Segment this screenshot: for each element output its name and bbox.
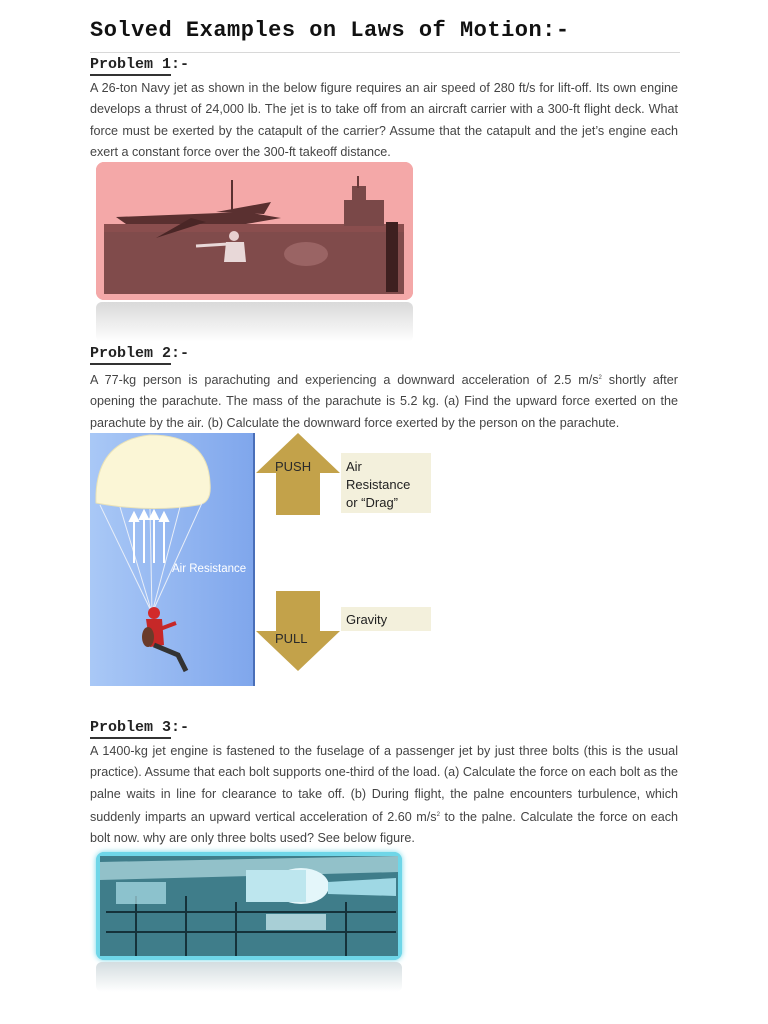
problem-3-heading-suffix: :-: [171, 719, 190, 736]
carrier-jet-illustration: [96, 162, 413, 300]
problem-2-heading-suffix: :-: [171, 345, 190, 362]
problem-2-text-part-a: A 77-kg person is parachuting and experiencing a downward acceleration of 2.5 m/s: [90, 373, 599, 388]
gravity-label: Gravity: [346, 612, 388, 627]
push-label: PUSH: [275, 459, 312, 474]
problem-2-heading: [90, 345, 189, 362]
figure-2-parachute-diagram: [90, 433, 440, 688]
problem-2-text-part-b: shortly after opening the parachute. The mass of the parachute is 5.2 kg. (a) Find the upward force exerted on the parachute by the air. (b) Calculate the downward force exerted by the person on the parachute.: [90, 373, 678, 430]
figure-1-carrier-jet-photo: [96, 162, 413, 300]
jet-engine-illustration: [96, 852, 402, 960]
page-title: Solved Examples on Laws of Motion:-: [90, 18, 570, 43]
problem-1-text: A 26-ton Navy jet as shown in the below figure requires an air speed of 280 ft/s for lift-off. Its own engine develops a thrust of 24,000 lb. The jet is to take off from an aircraft carrier with a 300-ft flight deck. What force must be exerted by the catapult of the carrier? Assume that the catapult and the jet’s engine each exert a constant force over the 300-ft takeoff distance.: [90, 81, 678, 159]
figure-3-jet-engine-photo: [96, 852, 402, 960]
problem-2-text: [90, 368, 678, 434]
drag-label-line-1: Air: [346, 459, 362, 474]
problem-3-heading-label: Problem 3: [90, 719, 171, 739]
problem-3-superscript: 2: [436, 811, 440, 818]
problem-3-text-part-b: to the palne. Calculate the force on each bolt now. why are only three bolts used? See below figure.: [90, 810, 678, 846]
problem-1-heading-suffix: :-: [171, 56, 190, 73]
drag-label-line-3: or “Drag”: [346, 495, 399, 510]
drag-label-line-2: Resistance: [346, 477, 411, 492]
problem-1-heading-label: Problem 1: [90, 56, 171, 76]
problem-3-heading: [90, 719, 189, 736]
problem-2-heading-label: Problem 2: [90, 345, 171, 365]
problem-3-text-part-a: A 1400-kg jet engine is fastened to the fuselage of a passenger jet by just three bolts (this is the usual practice). Assume that each bolt supports one-third of the load. (a) Calculate the force on each bolt as the palne waits in line for clearance to take off. (b) During flight, the palne encounters turbulence, which suddenly imparts an upward vertical acceleration of 2.60 m/s: [90, 744, 678, 825]
drag-label: [346, 458, 410, 512]
problem-3-text: [90, 741, 678, 850]
figure-3-reflection: [96, 962, 402, 992]
figure-1-reflection: [96, 302, 413, 342]
pull-label: PULL: [275, 631, 308, 646]
air-resistance-label: Air Resistance: [172, 563, 247, 575]
problem-2-superscript: 2: [598, 375, 602, 381]
title-divider: [90, 52, 680, 53]
problem-1-heading: [90, 56, 189, 73]
